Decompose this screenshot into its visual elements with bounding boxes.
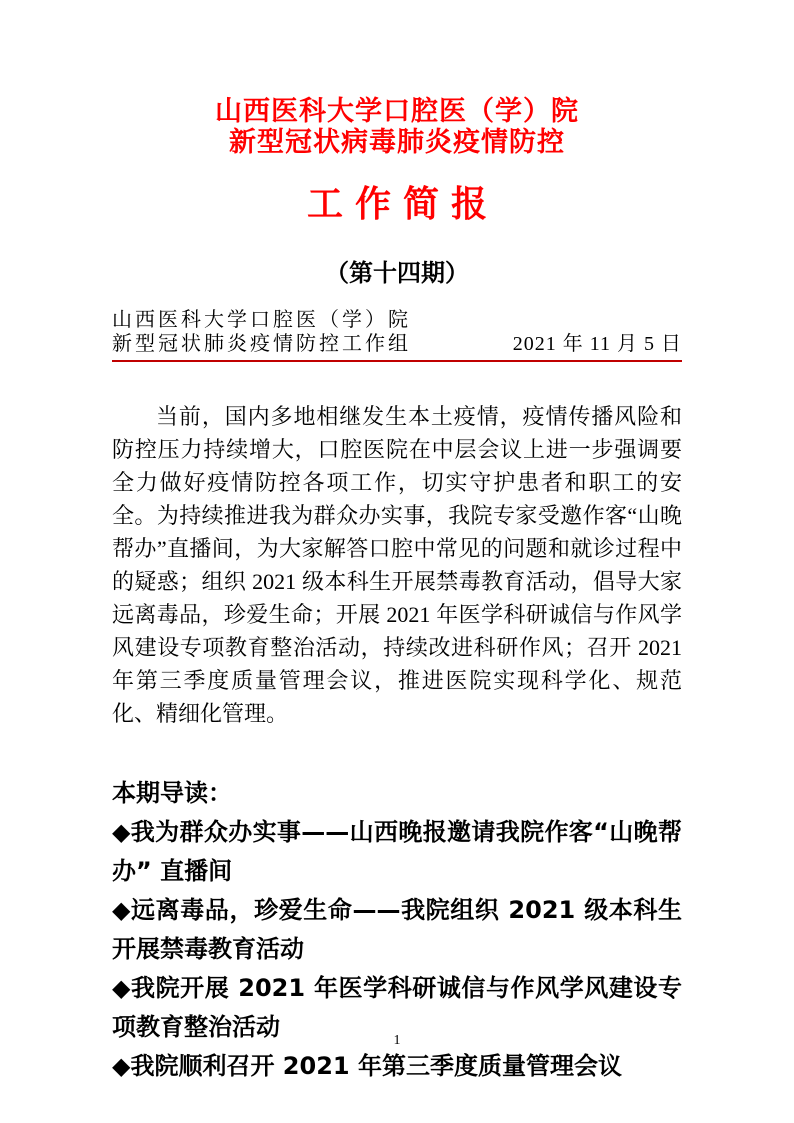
issue-date: 2021 年 11 月 5 日 (512, 333, 682, 355)
doc-title-line1: 山西医科大学口腔医（学）院 (215, 96, 579, 127)
masthead (112, 308, 682, 362)
digest-item-4: ◆我院顺利召开 2021 年第三季度质量管理会议 (112, 1052, 622, 1080)
document-header (112, 96, 682, 288)
page-number: 1 (393, 1033, 401, 1048)
issuer-name-line1: 山西医科大学口腔医（学）院 (112, 309, 411, 331)
summary-paragraph: 当前，国内多地相继发生本土疫情，疫情传播风险和防控压力持续增大，口腔医院在中层会议上进一步强调要全力做好疫情防控各项工作，切实守护患者和职工的安全。为持续推进我为群众办实事，我院专家受邀作客“山晚帮办”直播间，为大家解答口腔中常见的问题和就诊过程中的疑惑；组织 2021 级本科生开展禁毒教育活动，倡导大家远离毒品，珍爱生命；开展 2021 年医学科研诚信与作风学风建设专项教育整治活动，持续改进科研作风；召开 2021 年第三季度质量管理会议，推进医院实现科学化、规范化、精细化管理。 (112, 404, 682, 726)
doc-title-line2: 新型冠状病毒肺炎疫情防控 (229, 127, 565, 158)
issuer-date-row (112, 332, 682, 362)
document-body (112, 400, 682, 1086)
issue-number: （第十四期） (325, 261, 469, 287)
digest-heading: 本期导读： (112, 779, 232, 807)
digest-item-3: ◆我院开展 2021 年医学科研诚信与作风学风建设专项教育整治活动 (112, 974, 682, 1041)
issuer-name-line2: 新型冠状肺炎疫情防控工作组 (112, 333, 411, 355)
bulletin-title: 工作简报 (306, 184, 499, 225)
digest-item-2: ◆远离毒品，珍爱生命——我院组织 2021 级本科生开展禁毒教育活动 (112, 896, 682, 963)
digest-item-1: ◆我为群众办实事——山西晚报邀请我院作客“山晚帮办” 直播间 (112, 818, 682, 885)
